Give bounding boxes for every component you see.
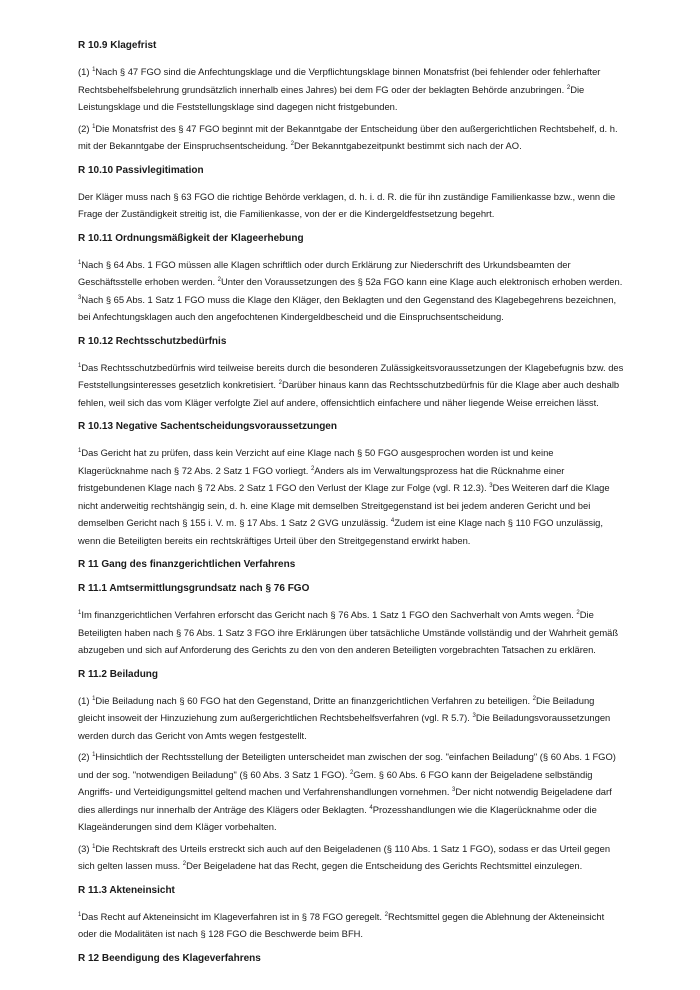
paragraph-text: Der Kläger muss nach § 63 FGO die richtige Behörde verklagen, d. h. i. d. R. die für ihn zuständige Familienkasse bzw., wenn die Frage der Zuständigkeit streitig ist, die Familienkasse, von der er die Kindergeldfestsetzung begehrt. <box>78 190 616 219</box>
paragraph-text: Zudem ist eine Klage nach § 110 FGO unzulässig, wenn die Beteiligten bereits ein rechtskräftiges Urteil über den Streitgegenstand erwirkt haben. <box>78 517 603 546</box>
paragraph-text: Die Beteiligten haben nach § 76 Abs. 1 Satz 3 FGO ihre Erklärungen über tatsächliche Umstände vollständig und der Wahrheit gemäß abzugeben und sich auf Anforderung des Gerichts zu den von den anderen Beteiligten vorgebrachten Tatsachen zu erklären. <box>78 609 619 655</box>
section-heading: R 10.9 Klagefrist <box>78 40 157 51</box>
sentence-number: 1 <box>92 123 96 130</box>
paragraph-text: Nach § 64 Abs. 1 FGO müssen alle Klagen schriftlich oder durch Erklärung zur Niederschrift des Urkundsbeamten der Geschäftsstelle erhoben werden. <box>78 258 571 287</box>
paragraph-text: Die Beiladungsvoraussetzungen werden durch das Gericht von Amts wegen festgestellt. <box>78 712 611 741</box>
sentence-number: 1 <box>92 752 96 758</box>
sentence-number: 1 <box>92 695 96 702</box>
sentence-number: 2 <box>576 610 580 616</box>
paragraph-text: Die Beiladung nach § 60 FGO hat den Gegenstand, Dritte an finanzgerichtlichen Verfahren zu beteiligen. <box>95 694 533 706</box>
section-heading: R 10.13 Negative Sachentscheidungsvoraussetzungen <box>78 421 337 432</box>
paragraph <box>78 188 624 223</box>
paragraph <box>78 840 624 875</box>
paragraph-text: Prozesshandlungen wie die Klagerücknahme oder die Klageänderungen sind dem Kläger vorbehalten. <box>78 803 597 832</box>
paragraph-text: (2) <box>78 122 93 134</box>
sentence-number: 1 <box>78 448 82 454</box>
section-heading: R 11.1 Amtsermittlungsgrundsatz nach § 76 FGO <box>78 583 310 594</box>
sentence-number: 2 <box>217 277 222 283</box>
sentence-number: 2 <box>278 380 282 386</box>
sentence-number: 4 <box>390 518 395 524</box>
section <box>78 952 624 966</box>
section-heading: R 10.10 Passivlegitimation <box>78 164 204 176</box>
sentence-number: 1 <box>78 362 82 369</box>
paragraph <box>78 120 624 155</box>
section-heading: R 11.2 Beiladung <box>78 668 159 680</box>
sentence-number: 1 <box>78 610 82 616</box>
sentence-number: 2 <box>290 141 294 147</box>
sentence-number: 3 <box>452 787 456 793</box>
paragraph <box>78 359 624 412</box>
sentence-number: 2 <box>182 861 187 867</box>
section <box>78 558 624 572</box>
paragraph-text: (1) <box>78 694 93 706</box>
sentence-number: 4 <box>369 804 373 811</box>
section <box>78 420 624 549</box>
sentence-number: 3 <box>472 713 476 719</box>
paragraph-text: Das Recht auf Akteneinsicht im Klageverfahren ist in § 78 FGO geregelt. <box>81 910 385 922</box>
paragraph-text: Darüber hinaus kann das Rechtsschutzbedürfnis für die Klage aber auch deshalb fehlen, weil sich das vom Kläger verfolgte Ziel auf andere, offensichtlich einfachere und näher liegende Weise erreichen lässt. <box>78 379 620 408</box>
section <box>78 164 624 223</box>
section <box>78 668 624 875</box>
sentence-number: 3 <box>78 294 82 301</box>
paragraph-text: Der nicht notwendig Beigeladene darf dies allerdings nur innerhalb der Anträge des Klägers oder Beklagten. <box>78 786 612 815</box>
section <box>78 335 624 412</box>
paragraph <box>78 748 624 836</box>
sentence-number: 2 <box>566 84 571 91</box>
section-heading: R 10.11 Ordnungsmäßigkeit der Klageerhebung <box>78 232 304 244</box>
paragraph-text: Das Rechtsschutzbedürfnis wird teilweise bereits durch die besonderen Zulässigkeitsvoraussetzungen der Klagebefugnis bzw. des Feststellungsinteresses gesetzlich konkretisiert. <box>78 361 624 390</box>
paragraph-text: Der Bekanntgabezeitpunkt bestimmt sich nach der AO. <box>293 140 522 151</box>
paragraph-text: Die Leistungsklage und die Feststellungsklage sind dagegen nicht fristgebunden. <box>78 83 585 112</box>
paragraph-text: Das Gericht hat zu prüfen, dass kein Verzicht auf eine Klage nach § 50 FGO ausgesprochen worden ist und keine Klagerücknahme nach § 72 Abs. 2 Satz 1 FGO vorliegt. <box>78 447 554 476</box>
section <box>78 582 624 659</box>
paragraph-text: Die Beiladung gleicht insoweit der Hinzuziehung zum außergerichtlichen Rechtsbehelfsverfahren (vgl. R 5.7). <box>78 694 595 723</box>
paragraph-text: (1) <box>78 66 93 77</box>
sentence-number: 3 <box>489 483 493 489</box>
section <box>78 232 624 326</box>
sentence-number: 1 <box>92 843 96 850</box>
paragraph-text: Anders als im Verwaltungsprozess hat die Rücknahme einer fristgebundenen Klage nach § 72 Abs. 2 Satz 1 FGO den Verlust der Klage zur Folge (vgl. R 12.3). <box>78 464 565 493</box>
paragraph-text: Des Weiteren darf die Klage nicht anderweitig rechtshängig sein, d. h. eine Klage mit demselben Streitgegenstand ist bei jedem anderen Gericht und bei demselben Gericht nach § 155 i. V. m. § 17 Abs. 1 Satz 2 GVG unzulässig. <box>78 482 610 528</box>
section-heading: R 10.12 Rechtsschutzbedürfnis <box>78 335 227 347</box>
paragraph <box>78 256 624 326</box>
sentence-number: 1 <box>92 67 96 73</box>
paragraph-text: Die Rechtskraft des Urteils erstreckt sich auch auf den Beigeladenen (§ 110 Abs. 1 Satz 1 FGO), sodass er das Urteil gegen sich gelten lassen muss. <box>78 842 611 871</box>
paragraph-text: Rechtsmittel gegen die Ablehnung der Akteneinsicht oder die Modalitäten ist nach § 128 FGO die Beschwerde beim BFH. <box>78 910 605 939</box>
sentence-number: 2 <box>532 695 537 702</box>
section-heading: R 11 Gang des finanzgerichtlichen Verfahrens <box>78 559 296 570</box>
paragraph-text: (2) <box>78 751 93 762</box>
document-content <box>78 39 624 976</box>
sentence-number: 1 <box>78 259 82 266</box>
paragraph-text: Nach § 47 FGO sind die Anfechtungsklage und die Verpflichtungsklage binnen Monatsfrist (bei fehlender oder fehlerhafter Rechtsbehelfsbelehrung grundsätzlich innerhalb eines Jahres) bei dem FG oder der beklagten Behörde anzubringen. <box>78 66 601 95</box>
paragraph <box>78 444 624 549</box>
sentence-number: 2 <box>384 911 388 918</box>
paragraph <box>78 606 624 659</box>
paragraph-text: (3) <box>78 842 93 854</box>
section <box>78 39 624 155</box>
sentence-number: 1 <box>78 911 82 918</box>
section-heading: R 11.3 Akteneinsicht <box>78 884 175 896</box>
paragraph-text: Im finanzgerichtlichen Verfahren erforscht das Gericht nach § 76 Abs. 1 Satz 1 FGO den Sachverhalt von Amts wegen. <box>81 609 577 620</box>
sentence-number: 2 <box>349 769 354 776</box>
paragraph <box>78 908 624 943</box>
paragraph-text: Unter den Voraussetzungen des § 52a FGO kann eine Klage auch elektronisch erhoben werden. <box>221 276 623 287</box>
paragraph <box>78 692 624 745</box>
section <box>78 884 624 943</box>
paragraph-text: Hinsichtlich der Rechtsstellung der Beteiligten unterscheidet man zwischen der sog. "einfachen Beiladung" (§ 60 Abs. 1 FGO) und der sog. "notwendigen Beiladung" (§ 60 Abs. 3 Satz 1 FGO). <box>78 751 616 780</box>
paragraph-text: Die Monatsfrist des § 47 FGO beginnt mit der Bekanntgabe der Entscheidung über den außergerichtlichen Rechtsbehelf, d. h. mit der Bekanntgabe der Einspruchsentscheidung. <box>78 122 618 151</box>
paragraph-text: Gem. § 60 Abs. 6 FGO kann der Beigeladene selbständig Angriffs- und Verteidigungsmittel geltend machen und Verfahrenshandlungen vornehmen. <box>78 768 593 797</box>
paragraph-text: Der Beigeladene hat das Recht, gegen die Entscheidung des Gerichts Rechtsmittel einzulegen. <box>186 860 583 871</box>
section-heading: R 12 Beendigung des Klageverfahrens <box>78 952 261 964</box>
paragraph-text: Nach § 65 Abs. 1 Satz 1 FGO muss die Klage den Kläger, den Beklagten und den Gegenstand des Klagebegehrens bezeichnen, bei Anfechtungsklagen auch den angefochtenen Kindergeldbescheid und die Einspruchsentscheidung. <box>78 293 617 322</box>
sentence-number: 2 <box>310 465 315 472</box>
paragraph <box>78 63 624 116</box>
